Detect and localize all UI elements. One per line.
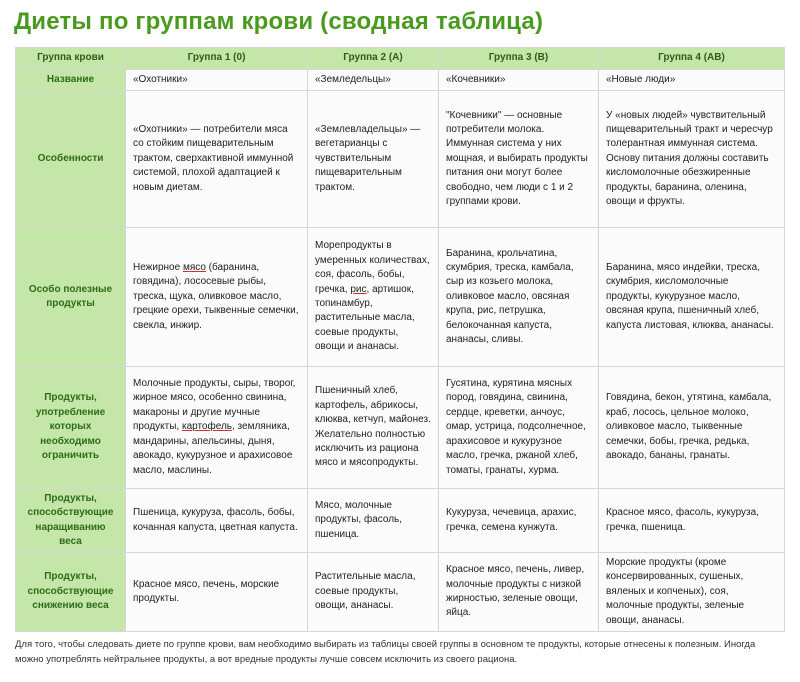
cell-gain-group-2: Мясо, молочные продукты, фасоль, пшеница. <box>308 489 439 553</box>
table-row-name <box>16 70 785 91</box>
cell-useful-group-3: Баранина, крольчатина, скумбрия, треска, камбала, сыр из козьего молока, оливковое масло, овсяная крупа, рис, петрушка, белокочанная капуста, ананасы, сливы. <box>439 228 599 367</box>
row-label-name: Название <box>16 70 126 91</box>
cell-loss-group-1: Красное мясо, печень, морские продукты. <box>126 553 308 632</box>
header-blood-group: Группа крови <box>16 48 126 70</box>
header-group-3: Группа 3 (В) <box>439 48 599 70</box>
row-label-weight-loss: Продукты, способствующие снижению веса <box>16 553 126 632</box>
cell-features-group-4: У «новых людей» чувствительный пищеварительный тракт и чересчур толерантная иммунная система. Основу питания должны составить кисломолочные обезжиренные продукты, баранина, оленина, овощи и фрукты. <box>599 91 785 228</box>
cell-limit-group-1: Молочные продукты, сыры, творог, жирное мясо, особенно свинина, макароны и другие мучные продукты, картофель, земляника, мандарины, апельсины, дыня, авокадо, кукурузное и арахисовое масло, маслины. <box>126 367 308 489</box>
cell-name-group-3: «Кочевники» <box>439 70 599 91</box>
page-title: Диеты по группам крови (сводная таблица) <box>14 8 544 35</box>
cell-limit-group-3: Гусятина, курятина мясных пород, говядина, свинина, сердце, креветки, анчоус, омар, устрица, подсолнечное, арахисовое и кукурузное масло, гречка, ржаной хлеб, томаты, гранаты, хурма. <box>439 367 599 489</box>
blood-type-diet-table <box>15 47 785 632</box>
cell-loss-group-4: Морские продукты (кроме консервированных, сушеных, вяленых и копченых), соя, молочные продукты, зеленые овощи, ананасы. <box>599 553 785 632</box>
cell-features-group-3: "Кочевники" — основные потребители молока. Иммунная система у них мощная, и выбирать продукты питания они могут более свободно, чем люди с 1 и 2 группами крови. <box>439 91 599 228</box>
cell-useful-group-1: Нежирное мясо (баранина, говядина), лососевые рыбы, треска, щука, оливковое масло, грецкие орехи, тыквенные семечки, свекла, инжир. <box>126 228 308 367</box>
cell-limit-group-2: Пшеничный хлеб, картофель, абрикосы, клюква, кетчуп, майонез. Желательно полностью исключить из рациона мясо и мясопродукты. <box>308 367 439 489</box>
highlighted-word: рис <box>350 283 367 295</box>
table-row-limit <box>16 367 785 489</box>
cell-name-group-4: «Новые люди» <box>599 70 785 91</box>
table-row-useful <box>16 228 785 367</box>
cell-name-group-2: «Земледельцы» <box>308 70 439 91</box>
cell-features-group-1: «Охотники» — потребители мяса со стойким пищеварительным трактом, сверхактивной иммунной системой, плохой адаптацией к новым диетам. <box>126 91 308 228</box>
header-group-1: Группа 1 (0) <box>126 48 308 70</box>
table-header-row <box>16 48 785 70</box>
cell-useful-group-4: Баранина, мясо индейки, треска, скумбрия, кисломолочные продукты, кукурузное масло, овсяная крупа, пшеничный хлеб, капуста листовая, клюква, ананасы. <box>599 228 785 367</box>
highlighted-word: мясо <box>182 261 206 273</box>
header-group-4: Группа 4 (АВ) <box>599 48 785 70</box>
table-row-features <box>16 91 785 228</box>
cell-loss-group-2: Растительные масла, соевые продукты, овощи, ананасы. <box>308 553 439 632</box>
cell-limit-group-4: Говядина, бекон, утятина, камбала, краб, лосось, цельное молоко, оливковое масло, тыквенные семечки, бобы, гречка, редька, авокадо, бананы, гранаты. <box>599 367 785 489</box>
cell-gain-group-1: Пшеница, кукуруза, фасоль, бобы, кочанная капуста, цветная капуста. <box>126 489 308 553</box>
cell-gain-group-3: Кукуруза, чечевица, арахис, гречка, семена кунжута. <box>439 489 599 553</box>
row-label-features: Особенности <box>16 91 126 228</box>
cell-name-group-1: «Охотники» <box>126 70 308 91</box>
table-row-weight-loss <box>16 553 785 632</box>
cell-gain-group-4: Красное мясо, фасоль, кукуруза, гречка, пшеница. <box>599 489 785 553</box>
row-label-weight-gain: Продукты, способствующие наращиванию веса <box>16 489 126 553</box>
row-label-useful: Особо полезные продукты <box>16 228 126 367</box>
cell-loss-group-3: Красное мясо, печень, ливер, молочные продукты с низкой жирностью, зеленые овощи, яйца. <box>439 553 599 632</box>
cell-features-group-2: «Землевладельцы» — вегетарианцы с чувствительным пищеварительным трактом. <box>308 91 439 228</box>
highlighted-word: картофель <box>181 421 232 433</box>
table-row-weight-gain <box>16 489 785 553</box>
cell-useful-group-2: Морепродукты в умеренных количествах, соя, фасоль, бобы, гречка, рис, артишок, топинамбур, растительные масла, соевые продукты, овощи и ананасы. <box>308 228 439 367</box>
row-label-limit: Продукты, употребление которых необходимо ограничить <box>16 367 126 489</box>
footer-note: Для того, чтобы следовать диете по группе крови, вам необходимо выбирать из таблицы своей группы в основном те продукты, которые отнесены к полезным. Иногда можно употреблять нейтральнее продукты, а вот вредные продукты лучше совсем исключить из своего рациона. <box>15 639 756 665</box>
header-group-2: Группа 2 (А) <box>308 48 439 70</box>
